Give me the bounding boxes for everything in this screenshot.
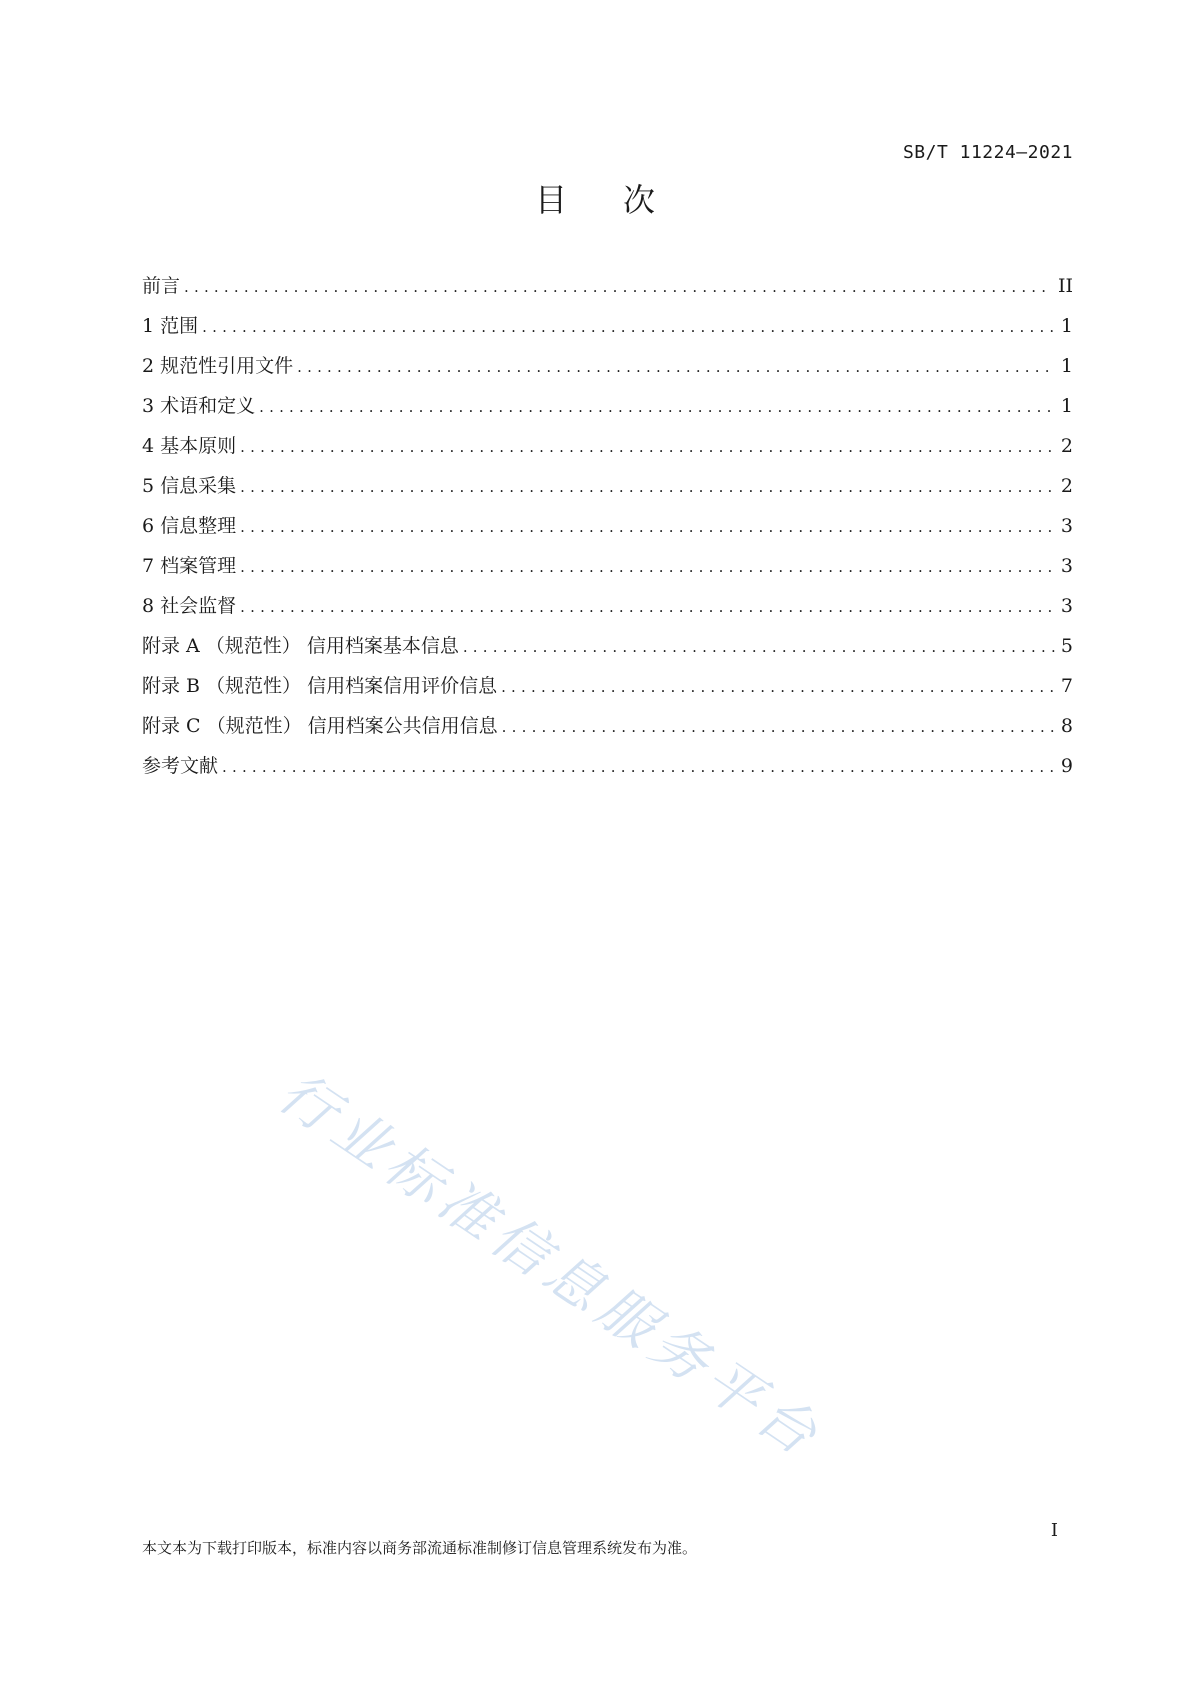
toc-dot-leader	[184, 267, 1052, 307]
toc-entry-bibliography[interactable]	[142, 746, 1073, 786]
toc-dot-leader	[240, 587, 1055, 627]
toc-entry-terms-definitions[interactable]	[142, 386, 1073, 426]
toc-entry-label: 7 档案管理	[142, 555, 237, 577]
toc-entry-normative-references[interactable]	[142, 346, 1073, 386]
toc-dot-leader	[240, 467, 1055, 507]
toc-entry-page: 5	[1060, 635, 1073, 657]
toc-entry-page: II	[1057, 275, 1073, 297]
toc-entry-page: 8	[1060, 715, 1073, 737]
toc-dot-leader	[297, 347, 1055, 387]
toc-dot-leader	[240, 507, 1055, 547]
document-code: SB/T 11224—2021	[902, 142, 1073, 163]
page-title: 目次	[534, 181, 711, 219]
toc-dot-leader	[502, 707, 1055, 747]
toc-entry-label: 3 术语和定义	[142, 395, 256, 417]
toc-entry-page: 2	[1060, 435, 1073, 457]
toc-entry-label: 附录 C （规范性） 信用档案公共信用信息	[142, 715, 498, 737]
toc-entry-basic-principles[interactable]	[142, 426, 1073, 466]
toc-entry-page: 1	[1060, 395, 1073, 417]
table-of-contents	[142, 266, 1073, 786]
toc-entry-label: 6 信息整理	[142, 515, 237, 537]
toc-entry-page: 9	[1060, 755, 1073, 777]
toc-dot-leader	[259, 387, 1055, 427]
toc-dot-leader	[463, 627, 1055, 667]
toc-dot-leader	[222, 747, 1055, 787]
toc-entry-annex-b[interactable]	[142, 666, 1073, 706]
toc-entry-page: 3	[1060, 555, 1073, 577]
toc-dot-leader	[202, 307, 1055, 347]
toc-entry-information-organization[interactable]	[142, 506, 1073, 546]
toc-entry-page: 1	[1060, 315, 1073, 337]
toc-entry-label: 8 社会监督	[142, 595, 237, 617]
toc-entry-page: 3	[1060, 595, 1073, 617]
toc-entry-archive-management[interactable]	[142, 546, 1073, 586]
toc-dot-leader	[240, 427, 1055, 467]
toc-entry-page: 2	[1060, 475, 1073, 497]
watermark-text: 行业标准信息服务平台	[266, 1059, 834, 1472]
toc-entry-label: 附录 B （规范性） 信用档案信用评价信息	[142, 675, 498, 697]
toc-entry-page: 1	[1060, 355, 1073, 377]
footer-note: 本文本为下载打印版本，标准内容以商务部流通标准制修订信息管理系统发布为准。	[142, 1539, 698, 1557]
toc-entry-annex-c[interactable]	[142, 706, 1073, 746]
toc-entry-label: 2 规范性引用文件	[142, 355, 294, 377]
toc-dot-leader	[501, 667, 1055, 707]
toc-entry-label: 1 范围	[142, 315, 199, 337]
toc-dot-leader	[240, 547, 1055, 587]
toc-entry-annex-a[interactable]	[142, 626, 1073, 666]
page-number: I	[1050, 1520, 1058, 1541]
toc-entry-label: 5 信息采集	[142, 475, 237, 497]
toc-entry-label: 参考文献	[142, 755, 219, 777]
toc-entry-label: 4 基本原则	[142, 435, 237, 457]
toc-entry-social-supervision[interactable]	[142, 586, 1073, 626]
toc-entry-foreword[interactable]	[142, 266, 1073, 306]
toc-entry-information-collection[interactable]	[142, 466, 1073, 506]
toc-entry-scope[interactable]	[142, 306, 1073, 346]
toc-entry-label: 附录 A （规范性） 信用档案基本信息	[142, 635, 459, 657]
toc-entry-page: 3	[1060, 515, 1073, 537]
toc-entry-page: 7	[1060, 675, 1073, 697]
toc-entry-label: 前言	[142, 275, 181, 297]
